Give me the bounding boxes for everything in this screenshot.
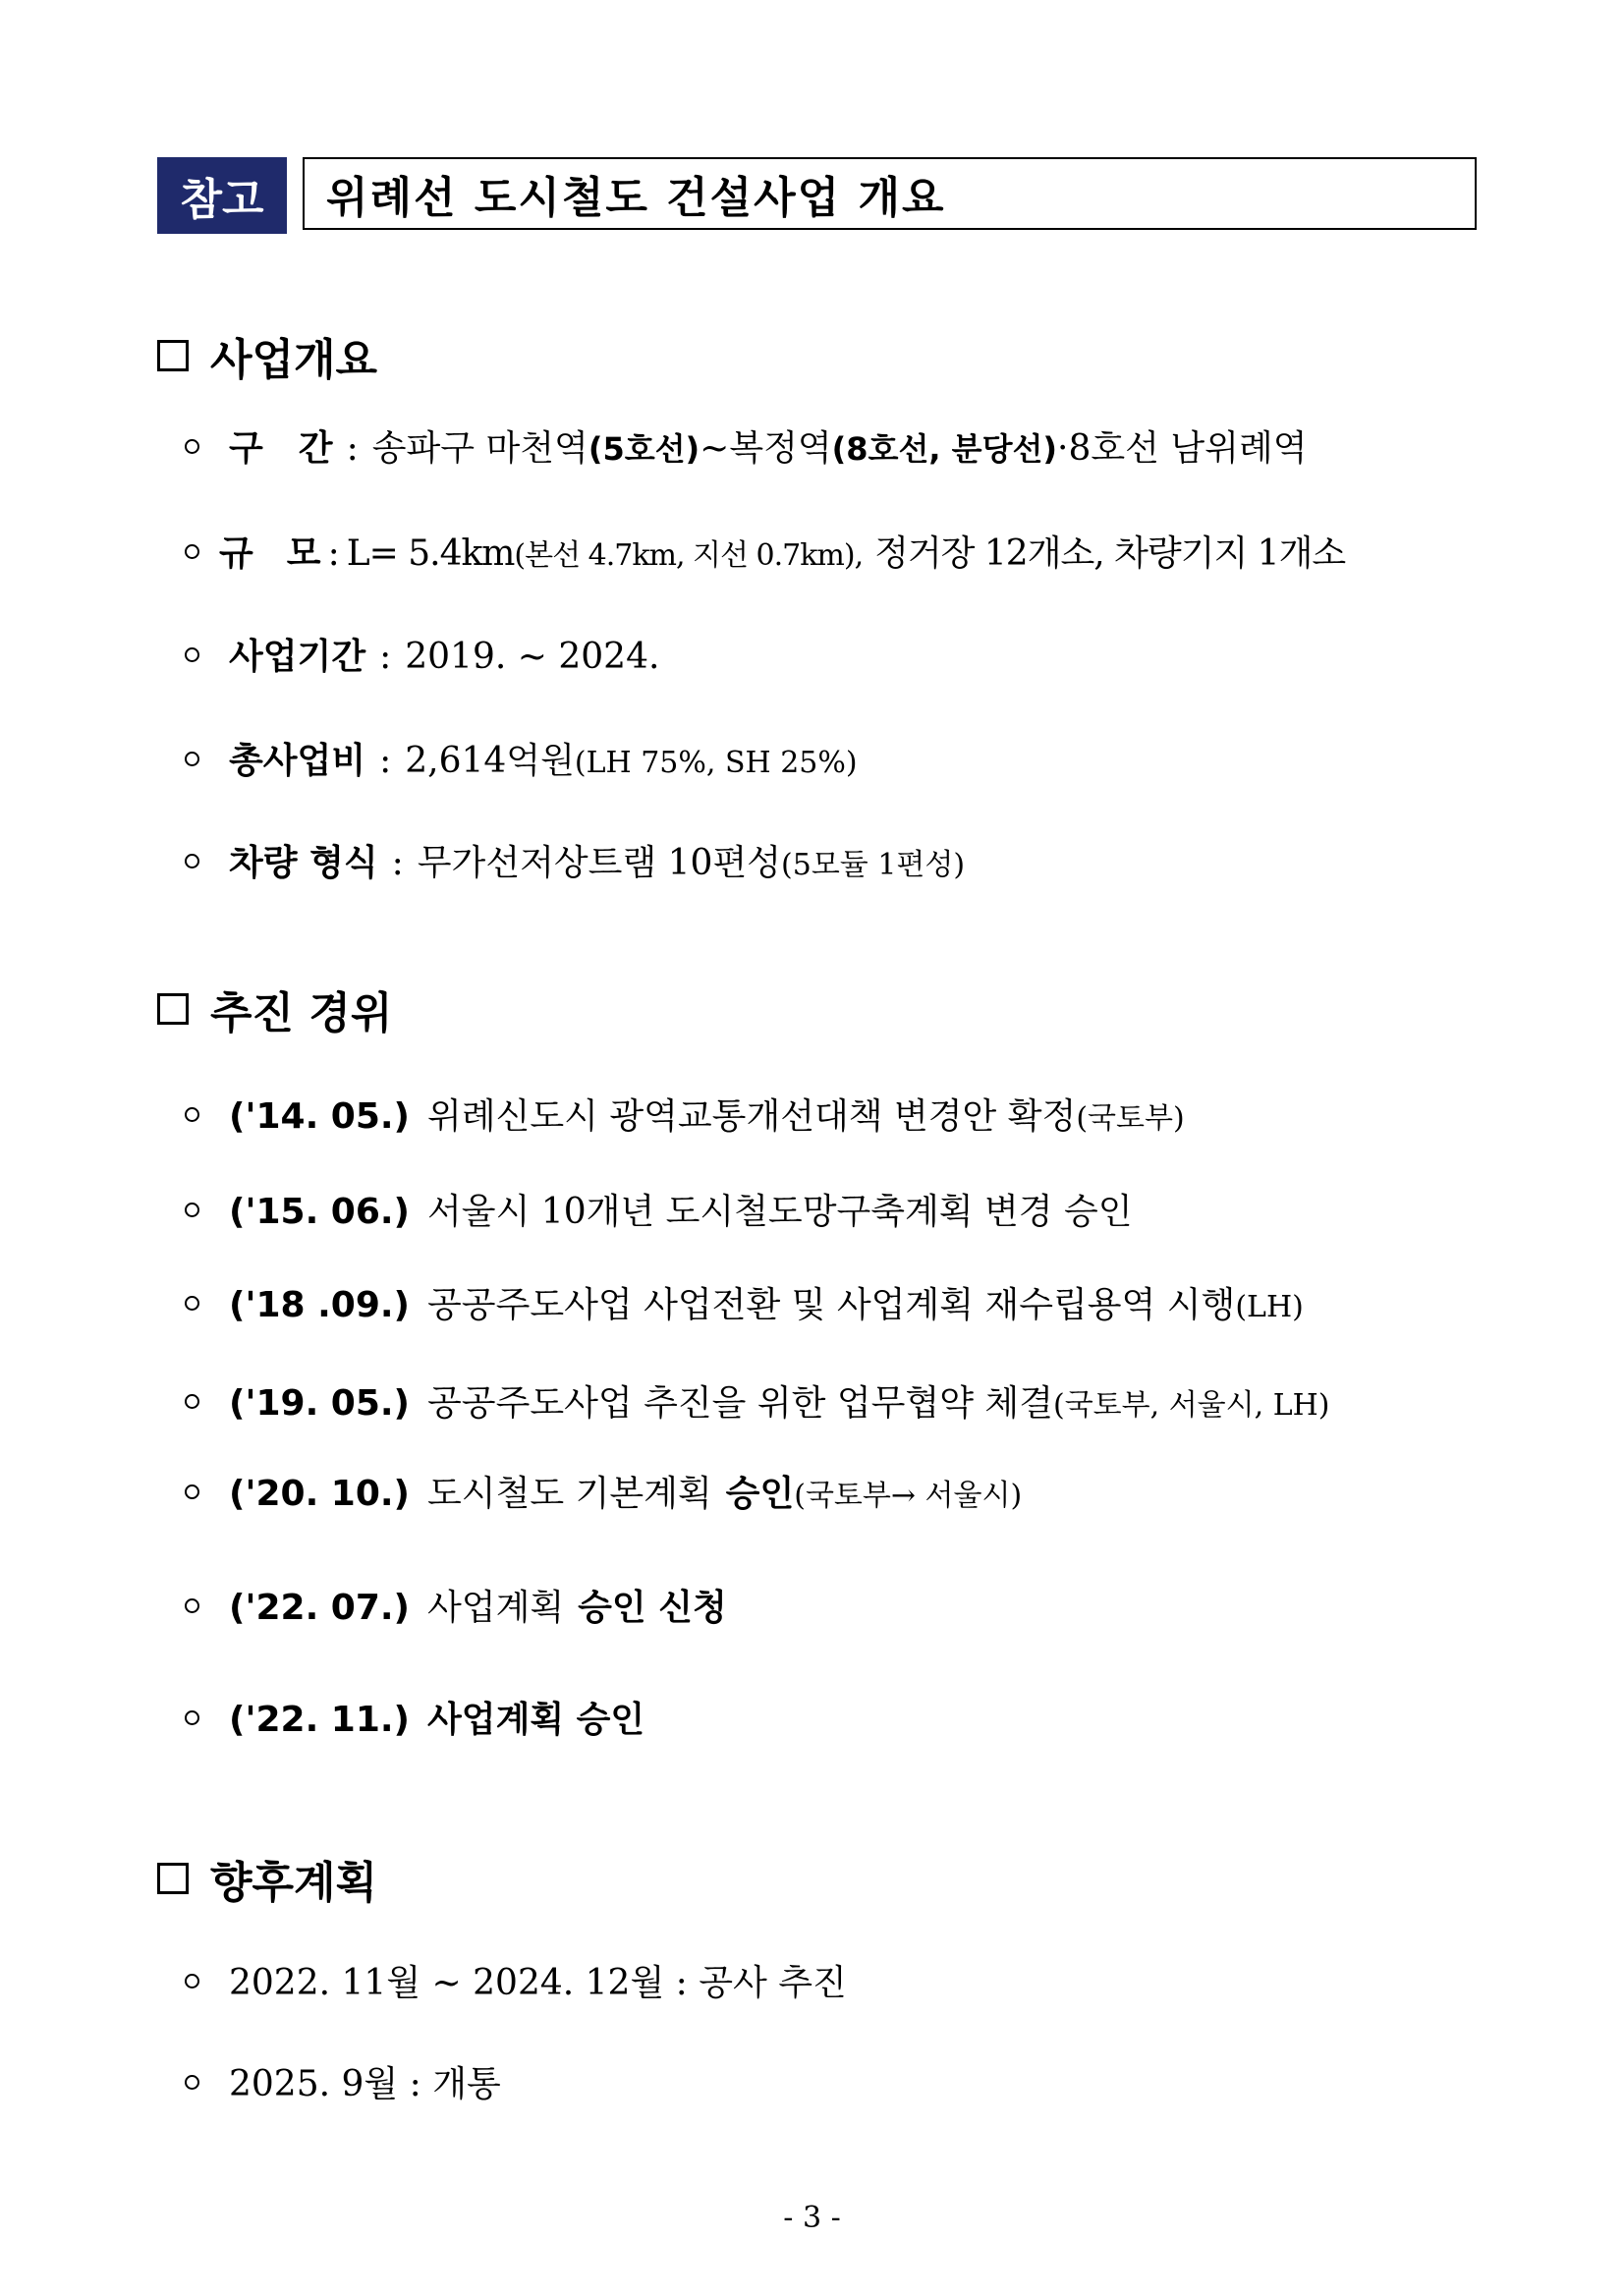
item-value: 무가선저상트램 10편성 xyxy=(417,843,782,883)
item-date: ('22. 07.) xyxy=(229,1588,411,1628)
item-text: 위례신도시 광역교통개선대책 변경안 확정 xyxy=(427,1096,1077,1137)
circle-bullet-icon xyxy=(185,752,199,766)
item-label: 차량 형식 xyxy=(229,843,378,883)
list-item xyxy=(185,835,965,885)
item-date: ('20. 10.) xyxy=(229,1474,411,1514)
list-item xyxy=(185,629,659,679)
item-label: 사업기간 xyxy=(229,637,366,677)
item-separator: : xyxy=(327,533,339,574)
item-text: 사업계획 xyxy=(427,1588,565,1628)
item-text: 도시철도 기본계획 xyxy=(427,1474,712,1514)
item-extra: (국토부, 서울시, LH) xyxy=(1052,1388,1330,1423)
item-label: 구 간 xyxy=(229,428,333,469)
circle-bullet-icon xyxy=(185,2075,199,2090)
item-bold: 승인 신청 xyxy=(578,1588,727,1628)
title-label: 참고 xyxy=(157,157,287,234)
circle-bullet-icon xyxy=(185,1598,199,1613)
circle-bullet-icon xyxy=(185,1710,199,1725)
item-value: ·8호선 남위례역 xyxy=(1057,428,1308,469)
checkbox-icon xyxy=(157,340,189,371)
item-date: ('19. 05.) xyxy=(229,1383,411,1424)
item-separator: : xyxy=(379,637,392,677)
page-number: - 3 - xyxy=(783,2201,841,2235)
heading-text: 사업개요 xyxy=(210,335,378,385)
circle-bullet-icon xyxy=(185,647,199,662)
list-item xyxy=(185,1089,1185,1139)
item-label: 총사업비 xyxy=(229,741,366,781)
circle-bullet-icon xyxy=(185,1484,199,1499)
list-item xyxy=(185,2056,501,2106)
list-item xyxy=(185,420,1307,471)
item-text: 서울시 10개년 도시철도망구축계획 변경 승인 xyxy=(427,1192,1133,1232)
item-extra: (5모듈 1편성) xyxy=(781,848,966,882)
item-extra: (국토부) xyxy=(1076,1101,1185,1136)
item-bold: 승인 xyxy=(725,1474,795,1514)
list-item xyxy=(185,1277,1304,1327)
circle-bullet-icon xyxy=(185,854,199,868)
item-value: 2,614억원 xyxy=(405,741,575,781)
circle-bullet-icon xyxy=(185,1203,199,1217)
item-text: 공공주도사업 추진을 위한 업무협약 체결 xyxy=(427,1383,1053,1424)
item-separator: : xyxy=(391,843,404,883)
item-label: 규 모 xyxy=(219,533,320,574)
item-bold: 사업계획 승인 xyxy=(427,1700,645,1740)
circle-bullet-icon xyxy=(185,1107,199,1122)
item-date: ('15. 06.) xyxy=(229,1192,411,1232)
section-heading-plan xyxy=(157,1847,377,1910)
item-text: 공공주도사업 사업전환 및 사업계획 재수립용역 시행 xyxy=(427,1285,1236,1325)
circle-bullet-icon xyxy=(185,1974,199,1988)
item-value: ~복정역 xyxy=(700,428,832,469)
page-title: 위례선 도시철도 건설사업 개요 xyxy=(303,157,1477,230)
item-extra: (국토부→ 서울시) xyxy=(794,1479,1023,1513)
item-separator: : xyxy=(379,741,392,781)
circle-bullet-icon xyxy=(185,1296,199,1311)
item-text: 2022. 11월 ~ 2024. 12월 : 공사 추진 xyxy=(229,1963,847,2003)
title-box xyxy=(157,157,1479,234)
item-extra: (LH) xyxy=(1235,1290,1304,1324)
list-item xyxy=(185,1692,644,1742)
list-item xyxy=(185,526,1345,576)
item-value: 2019. ~ 2024. xyxy=(405,637,660,677)
item-value: L= 5.4km xyxy=(346,533,515,574)
list-item xyxy=(185,1580,727,1630)
item-text: 2025. 9월 : 개통 xyxy=(229,2064,501,2104)
item-separator: : xyxy=(346,428,359,469)
heading-text: 향후계획 xyxy=(210,1858,378,1908)
item-date: ('22. 11.) xyxy=(229,1700,411,1740)
list-item xyxy=(185,1375,1330,1426)
heading-text: 추진 경위 xyxy=(210,988,393,1038)
item-date: ('18 .09.) xyxy=(229,1285,411,1325)
circle-bullet-icon xyxy=(185,439,199,454)
item-extra: (본선 4.7km, 지선 0.7km), xyxy=(514,538,864,573)
section-heading-history xyxy=(157,978,392,1040)
circle-bullet-icon xyxy=(185,1394,199,1409)
item-value: 정거장 12개소, 차량기지 1개소 xyxy=(874,533,1346,574)
item-extra: (5호선) xyxy=(588,430,700,468)
list-item xyxy=(185,733,858,783)
checkbox-icon xyxy=(157,1863,189,1894)
section-heading-overview xyxy=(157,324,377,387)
item-extra: (LH 75%, SH 25%) xyxy=(574,746,858,780)
list-item xyxy=(185,1184,1133,1234)
circle-bullet-icon xyxy=(185,544,199,559)
item-value: 송파구 마천역 xyxy=(371,428,588,469)
checkbox-icon xyxy=(157,993,189,1025)
list-item xyxy=(185,1466,1022,1516)
item-date: ('14. 05.) xyxy=(229,1096,411,1137)
item-extra: (8호선, 분당선) xyxy=(831,430,1058,468)
list-item xyxy=(185,1955,847,2005)
